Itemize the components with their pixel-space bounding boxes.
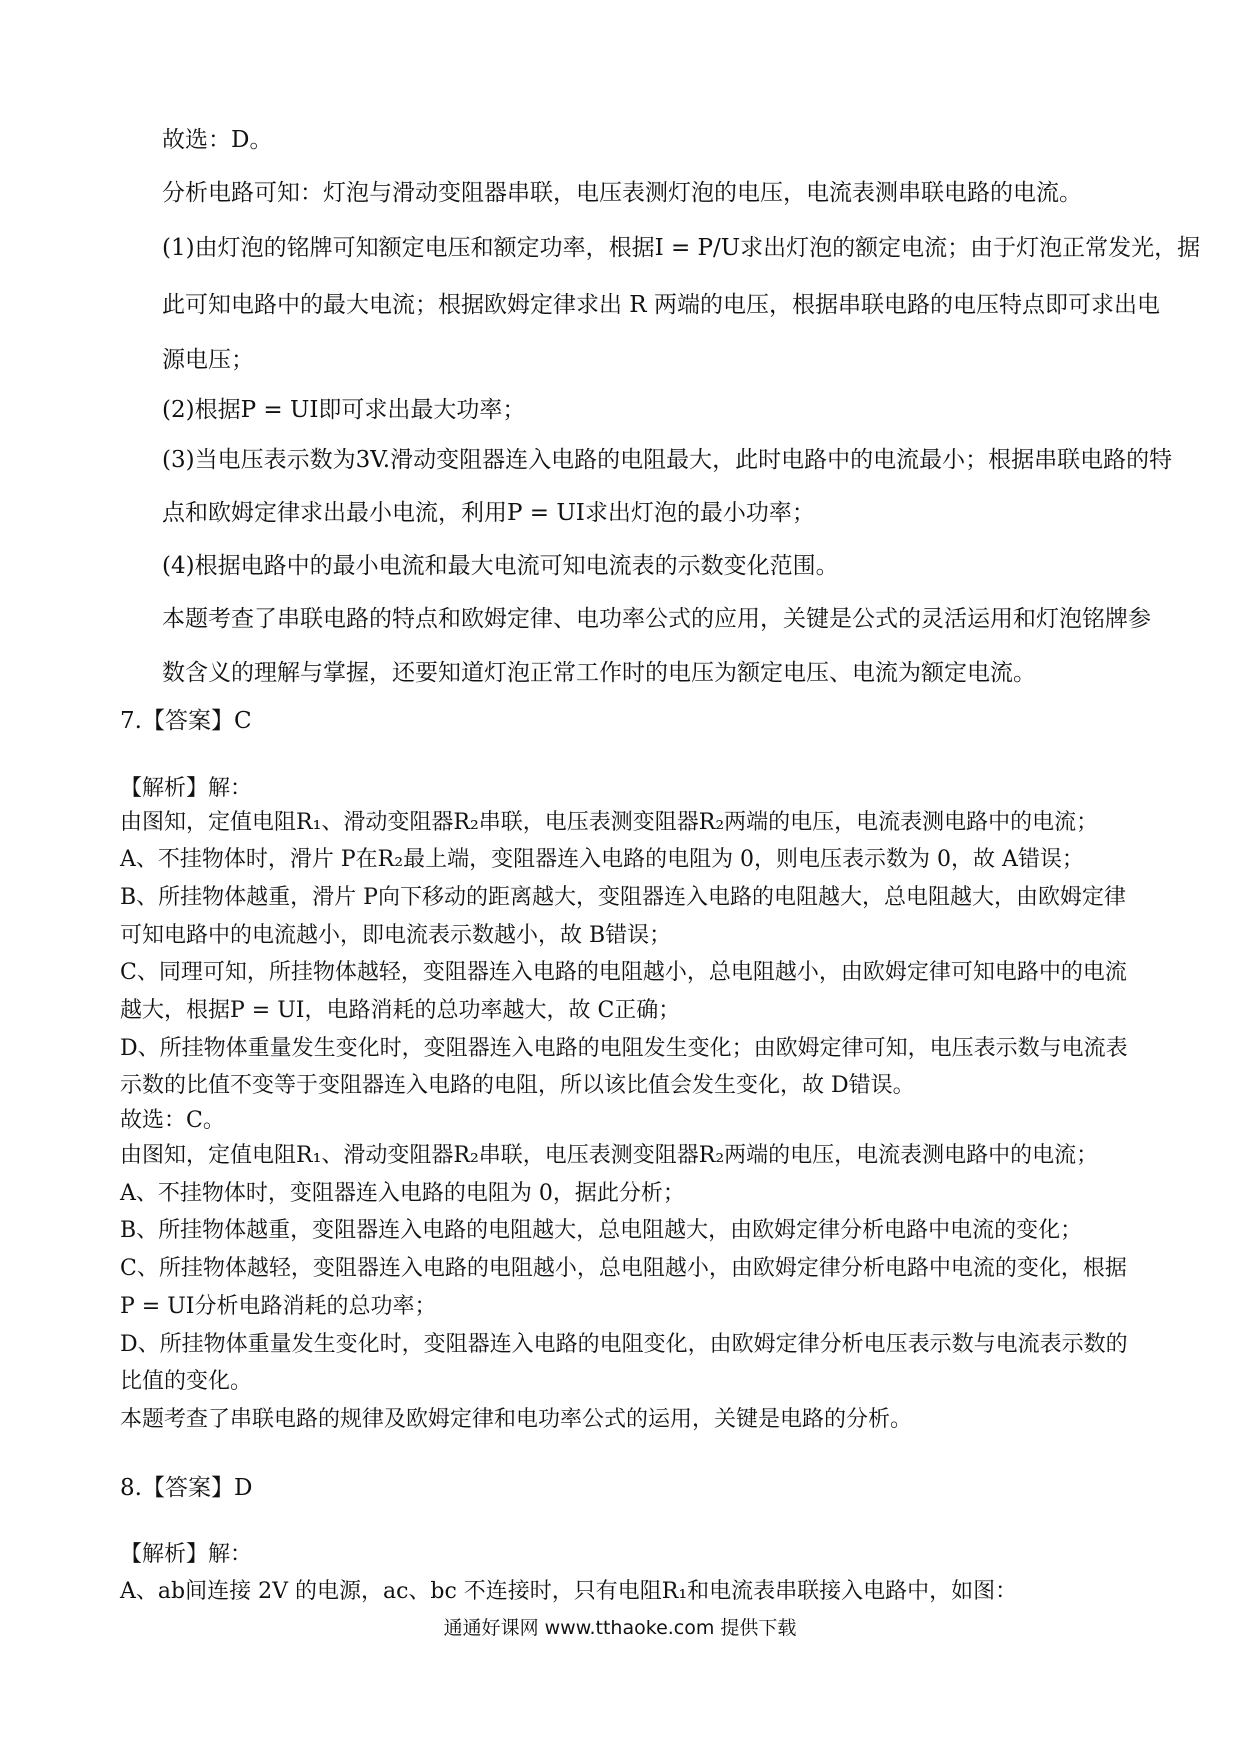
text-line: 此可知电路中的最大电流；根据欧姆定律求出 R 两端的电压，根据串联电路的电压特点即可求出电	[162, 292, 1160, 318]
text-line: 比值的变化。	[120, 1369, 253, 1394]
text-line: 由图知，定值电阻R₁、滑动变阻器R₂串联，电压表测变阻器R₂两端的电压，电流表测电路中的电流；	[120, 810, 1099, 835]
text-line: 源电压；	[162, 347, 254, 373]
text-line: 本题考查了串联电路的规律及欧姆定律和电功率公式的运用，关键是电路的分析。	[120, 1407, 913, 1432]
text-line: 越大，根据P = UI，电路消耗的总功率越大，故 C正确；	[120, 998, 681, 1023]
text-line: 故选：D。	[162, 127, 273, 153]
text-line: B、所挂物体越重，变阻器连入电路的电阻越大，总电阻越大，由欧姆定律分析电路中电流的变化；	[120, 1218, 1083, 1243]
answer-heading: 7.【答案】C	[120, 708, 252, 734]
text-line: (1)由灯泡的铭牌可知额定电压和额定功率，根据I = P/U求出灯泡的额定电流；由于灯泡正常发光，据	[162, 235, 1201, 261]
text-line: 分析电路可知：灯泡与滑动变阻器串联，电压表测灯泡的电压，电流表测串联电路的电流。	[162, 180, 1082, 206]
text-line: P = UI分析电路消耗的总功率；	[120, 1294, 437, 1319]
footer-credit: 通通好课网 www.tthaoke.com 提供下载	[443, 1617, 797, 1639]
text-line: D、所挂物体重量发生变化时，变阻器连入电路的电阻发生变化；由欧姆定律可知，电压表示数与电流表	[120, 1036, 1128, 1061]
text-line: A、不挂物体时，变阻器连入电路的电阻为 0，据此分析；	[120, 1181, 685, 1206]
text-line: (2)根据P = UI即可求出最大功率；	[162, 397, 526, 423]
text-line: 本题考查了串联电路的特点和欧姆定律、电功率公式的应用，关键是公式的灵活运用和灯泡铭牌参	[162, 606, 1151, 632]
text-line: 点和欧姆定律求出最小电流，利用P = UI求出灯泡的最小功率；	[162, 500, 815, 526]
text-line: C、同理可知，所挂物体越轻，变阻器连入电路的电阻越小，总电阻越小，由欧姆定律可知电路中的电流	[120, 960, 1127, 985]
answer-heading: 8.【答案】D	[120, 1475, 253, 1501]
text-line: C、所挂物体越轻，变阻器连入电路的电阻越小，总电阻越小，由欧姆定律分析电路中电流的变化，根据	[120, 1256, 1127, 1281]
text-line: A、不挂物体时，滑片 P在R₂最上端，变阻器连入电路的电阻为 0，则电压表示数为 0，故 A错误；	[120, 847, 1084, 872]
text-line: (4)根据电路中的最小电流和最大电流可知电流表的示数变化范围。	[162, 553, 839, 579]
analysis-heading: 【解析】解：	[120, 776, 253, 801]
text-line: 可知电路中的电流越小，即电流表示数越小，故 B错误；	[120, 923, 672, 948]
text-line: 由图知，定值电阻R₁、滑动变阻器R₂串联，电压表测变阻器R₂两端的电压，电流表测电路中的电流；	[120, 1143, 1099, 1168]
analysis-heading: 【解析】解：	[120, 1542, 253, 1567]
text-line: 示数的比值不变等于变阻器连入电路的电阻，所以该比值会发生变化，故 D错误。	[120, 1073, 915, 1098]
text-line: (3)当电压表示数为3V.滑动变阻器连入电路的电阻最大，此时电路中的电流最小；根据串联电路的特	[162, 447, 1173, 473]
text-line: 故选：C。	[120, 1108, 225, 1133]
text-line: D、所挂物体重量发生变化时，变阻器连入电路的电阻变化，由欧姆定律分析电压表示数与电流表示数的	[120, 1332, 1128, 1357]
text-line: 数含义的理解与掌握，还要知道灯泡正常工作时的电压为额定电压、电流为额定电流。	[162, 660, 1036, 686]
text-line: A、ab间连接 2V 的电源，ac、bc 不连接时，只有电阻R₁和电流表串联接入电路中，如图：	[120, 1579, 1018, 1604]
text-line: B、所挂物体越重，滑片 P向下移动的距离越大，变阻器连入电路的电阻越大，总电阻越大，由欧姆定律	[120, 885, 1126, 910]
